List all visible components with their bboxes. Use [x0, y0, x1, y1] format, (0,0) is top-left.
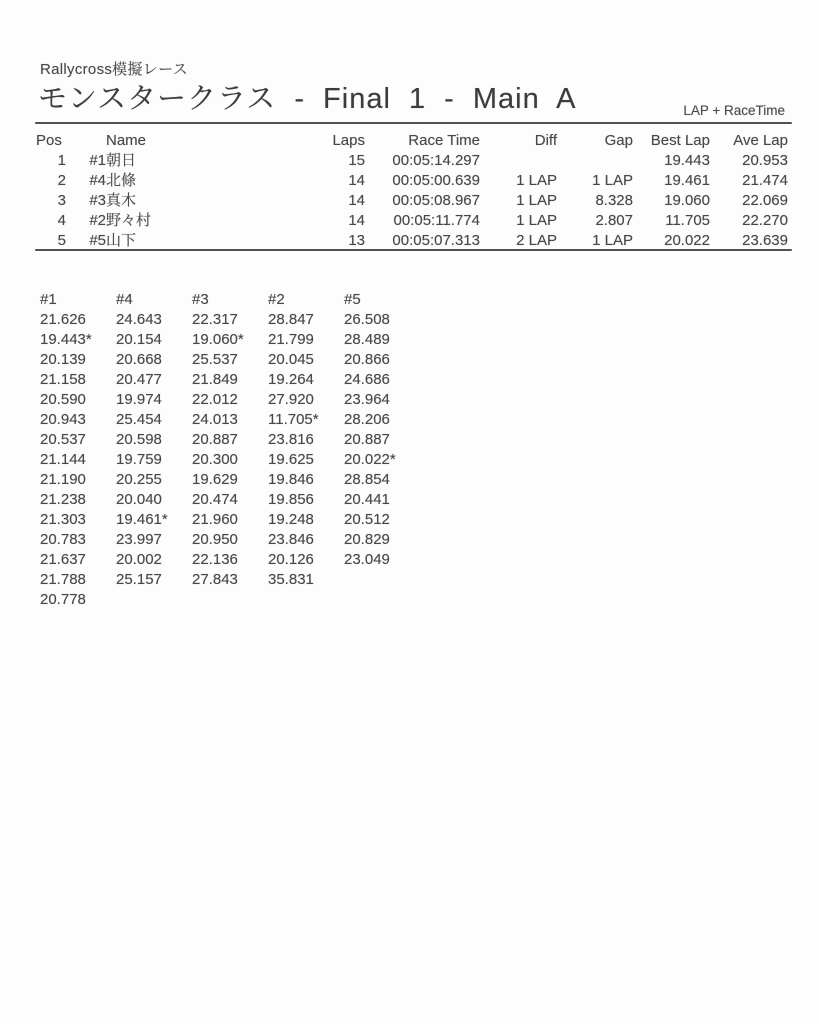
lap-time: 27.843 [192, 571, 238, 588]
lap-time: 20.866 [344, 351, 390, 368]
cell-time: 00:05:08.967 [392, 192, 480, 209]
col-header-bestlap: Best Lap [650, 132, 710, 149]
cell-time: 00:05:00.639 [392, 172, 480, 189]
lap-time: 25.454 [116, 411, 162, 428]
lap-time: 25.537 [192, 351, 238, 368]
lap-time: 21.637 [40, 551, 86, 568]
cell-pos: 2 [57, 172, 66, 189]
lap-time: 28.854 [344, 471, 390, 488]
cell-laps: 15 [348, 152, 365, 169]
lap-time: 24.013 [192, 411, 238, 428]
result-row [36, 231, 788, 251]
cell-diff [480, 151, 557, 171]
lap-time: 20.441 [344, 491, 390, 508]
lap-time: 23.846 [268, 531, 314, 548]
cell-pos: 3 [57, 192, 66, 209]
lap-time: 23.816 [268, 431, 314, 448]
timing-mode-label: LAP + RaceTime [683, 103, 785, 118]
cell-pos: 1 [57, 152, 66, 169]
cell-laps: 14 [348, 172, 365, 189]
cell-car: #2 [89, 212, 106, 229]
lap-time: 20.950 [192, 531, 238, 548]
col-header-racetime: Race Time [408, 132, 480, 149]
lap-time: 27.920 [268, 391, 314, 408]
lap-time: 11.705* [268, 411, 319, 428]
lap-time: 20.778 [40, 591, 86, 608]
lap-time: 19.060* [192, 331, 244, 348]
lap-column-header: #3 [192, 291, 209, 308]
lap-time: 25.157 [116, 571, 162, 588]
lap-column-3 [192, 290, 268, 590]
lap-time: 20.474 [192, 491, 238, 508]
lap-time: 21.238 [40, 491, 86, 508]
lap-time: 20.887 [344, 431, 390, 448]
lap-time: 19.625 [268, 451, 314, 468]
lap-time: 20.829 [344, 531, 390, 548]
lap-time: 20.045 [268, 351, 314, 368]
cell-ave: 22.270 [742, 212, 788, 229]
lap-column-5 [344, 290, 420, 570]
cell-time: 00:05:14.297 [392, 152, 480, 169]
cell-diff: 2 LAP [516, 232, 557, 249]
results-header-row [36, 131, 788, 151]
lap-time: 20.887 [192, 431, 238, 448]
col-header-car [66, 131, 106, 151]
lap-time: 24.643 [116, 311, 162, 328]
cell-diff: 1 LAP [516, 192, 557, 209]
cell-diff: 1 LAP [516, 172, 557, 189]
cell-diff: 1 LAP [516, 212, 557, 229]
lap-time: 21.303 [40, 511, 86, 528]
lap-time: 19.846 [268, 471, 314, 488]
result-row [36, 191, 788, 211]
lap-time: 20.022* [344, 451, 396, 468]
col-header-diff: Diff [534, 132, 557, 149]
cell-gap: 1 LAP [592, 172, 633, 189]
cell-car: #5 [89, 232, 106, 249]
lap-time: 20.300 [192, 451, 238, 468]
lap-time: 21.626 [40, 311, 86, 328]
lap-time: 20.943 [40, 411, 86, 428]
lap-time: 20.255 [116, 471, 162, 488]
lap-time: 20.537 [40, 431, 86, 448]
lap-time: 19.974 [116, 391, 162, 408]
cell-car: #1 [89, 152, 106, 169]
cell-name: 北條 [106, 172, 137, 189]
cell-gap: 1 LAP [592, 232, 633, 249]
lap-time: 21.849 [192, 371, 238, 388]
lap-time: 26.508 [344, 311, 390, 328]
lap-time: 20.590 [40, 391, 86, 408]
cell-car: #4 [89, 172, 106, 189]
lap-column-header: #2 [268, 291, 285, 308]
results-body [36, 151, 788, 251]
cell-best: 19.461 [664, 172, 710, 189]
col-header-pos: Pos [36, 132, 62, 149]
lap-time: 20.002 [116, 551, 162, 568]
lap-time: 21.158 [40, 371, 86, 388]
cell-car: #3 [89, 192, 106, 209]
cell-name: 真木 [106, 192, 137, 209]
result-row [36, 211, 788, 231]
lap-time: 21.788 [40, 571, 86, 588]
lap-time: 19.248 [268, 511, 314, 528]
lap-time: 20.668 [116, 351, 162, 368]
lap-times-section [40, 290, 420, 610]
lap-time: 20.154 [116, 331, 162, 348]
lap-column-1 [40, 290, 116, 610]
results-header [36, 131, 788, 151]
cell-ave: 22.069 [742, 192, 788, 209]
cell-best: 19.060 [664, 192, 710, 209]
cell-laps: 14 [348, 192, 365, 209]
lap-time: 22.136 [192, 551, 238, 568]
lap-time: 23.964 [344, 391, 390, 408]
lap-time: 21.144 [40, 451, 86, 468]
lap-column-header: #5 [344, 291, 361, 308]
lap-column-4 [116, 290, 192, 590]
cell-ave: 23.639 [742, 232, 788, 249]
cell-gap: 2.807 [595, 212, 633, 229]
cell-laps: 14 [348, 212, 365, 229]
lap-time: 20.040 [116, 491, 162, 508]
lap-column-header: #4 [116, 291, 133, 308]
cell-best: 11.705 [665, 212, 710, 229]
lap-time: 21.799 [268, 331, 314, 348]
lap-time: 20.512 [344, 511, 390, 528]
cell-gap: 8.328 [595, 192, 633, 209]
cell-name: 野々村 [106, 212, 152, 229]
lap-time: 23.997 [116, 531, 162, 548]
col-header-gap: Gap [604, 132, 633, 149]
lap-time: 20.598 [116, 431, 162, 448]
lap-time: 28.489 [344, 331, 390, 348]
cell-time: 00:05:07.313 [392, 232, 480, 249]
lap-time: 23.049 [344, 551, 390, 568]
lap-time: 19.264 [268, 371, 314, 388]
divider-top [35, 122, 792, 124]
lap-time: 19.856 [268, 491, 314, 508]
lap-time: 20.139 [40, 351, 86, 368]
lap-time: 22.012 [192, 391, 238, 408]
lap-time: 35.831 [268, 571, 314, 588]
lap-time: 21.190 [40, 471, 86, 488]
cell-gap [557, 151, 633, 171]
lap-time: 19.443* [40, 331, 92, 348]
cell-ave: 20.953 [742, 152, 788, 169]
lap-time: 28.206 [344, 411, 390, 428]
page-title: モンスタークラス - Final 1 - Main A [38, 83, 577, 115]
divider-bottom [35, 249, 792, 251]
col-header-laps: Laps [332, 132, 365, 149]
cell-name: 朝日 [106, 152, 137, 169]
cell-best: 19.443 [664, 152, 710, 169]
lap-time: 28.847 [268, 311, 314, 328]
lap-time: 19.759 [116, 451, 162, 468]
cell-time: 00:05:11.774 [393, 212, 480, 229]
lap-time: 19.629 [192, 471, 238, 488]
col-header-avelap: Ave Lap [733, 132, 788, 149]
event-subtitle: Rallycross模擬レース [40, 61, 188, 78]
cell-pos: 4 [57, 212, 66, 229]
result-row [36, 151, 788, 171]
lap-time: 20.783 [40, 531, 86, 548]
lap-column-header: #1 [40, 291, 57, 308]
cell-name: 山下 [106, 232, 137, 249]
lap-time: 19.461* [116, 511, 168, 528]
cell-pos: 5 [57, 232, 66, 249]
cell-laps: 13 [348, 232, 365, 249]
lap-time: 20.126 [268, 551, 314, 568]
lap-column-2 [268, 290, 344, 590]
lap-time: 21.960 [192, 511, 238, 528]
col-header-name: Name [106, 132, 147, 149]
cell-ave: 21.474 [742, 172, 788, 189]
cell-best: 20.022 [664, 232, 710, 249]
lap-time: 22.317 [192, 311, 238, 328]
results-table [36, 131, 788, 251]
lap-time: 24.686 [344, 371, 390, 388]
result-row [36, 171, 788, 191]
lap-time: 20.477 [116, 371, 162, 388]
